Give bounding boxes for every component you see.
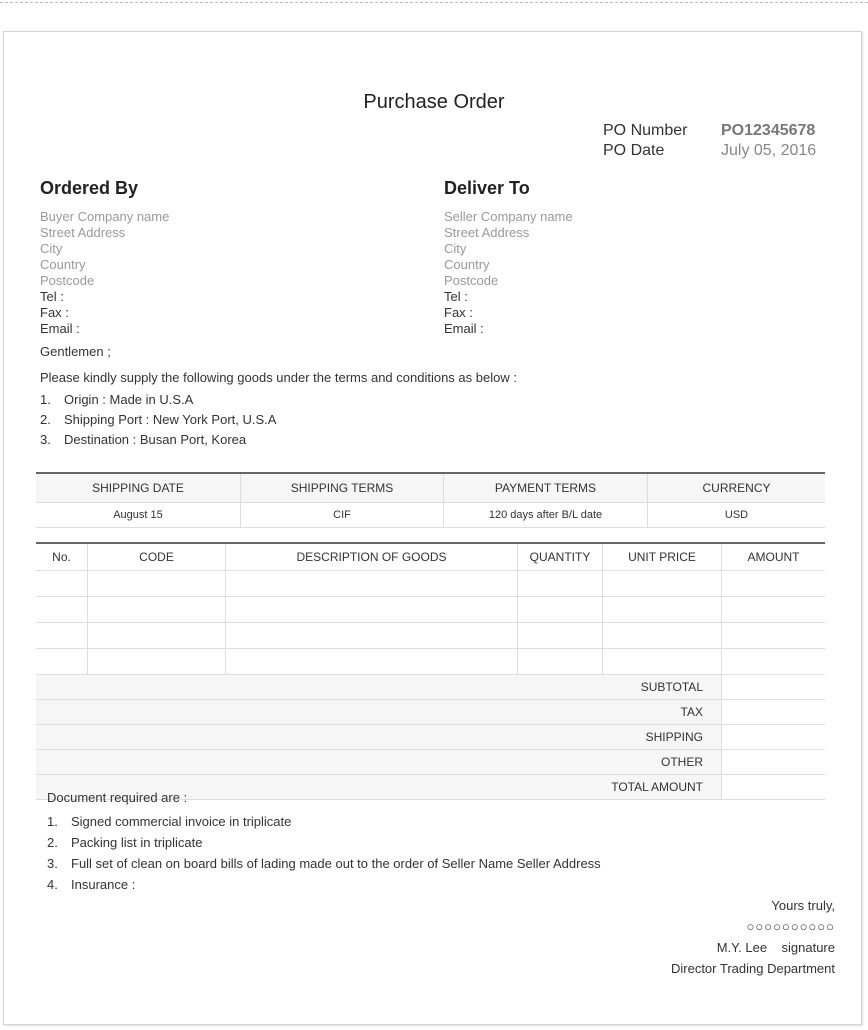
header-payment-terms: PAYMENT TERMS (444, 473, 648, 503)
list-number: 3. (47, 856, 58, 871)
buyer-postcode: Postcode (40, 273, 95, 288)
seller-city: City (444, 241, 467, 256)
header-code: CODE (88, 543, 226, 571)
subtotal-value (722, 675, 826, 700)
conditions-list (40, 390, 276, 450)
deliver-to-heading: Deliver To (444, 178, 530, 198)
table-row (36, 597, 825, 623)
other-row (36, 750, 825, 775)
signature-circles: ○○○○○○○○○○ (746, 919, 835, 934)
seller-postcode: Postcode (444, 273, 499, 288)
shipping-date-value: August 15 (36, 503, 241, 528)
list-number: 2. (40, 412, 51, 427)
buyer-city: City (40, 241, 63, 256)
list-text: Signed commercial invoice in triplicate (71, 814, 292, 829)
list-item (47, 853, 601, 874)
buyer-street: Street Address (40, 225, 126, 240)
header-no: No. (36, 543, 88, 571)
header-description: DESCRIPTION OF GOODS (226, 543, 518, 571)
greeting: Gentlemen ; (40, 344, 111, 359)
header-shipping-date: SHIPPING DATE (36, 473, 241, 503)
ordered-by-heading: Ordered By (40, 178, 139, 198)
documents-heading: Document required are : (47, 790, 188, 805)
ordered-by-block (40, 209, 169, 337)
header-quantity: QUANTITY (518, 543, 603, 571)
seller-fax: Fax : (444, 305, 473, 320)
total-amount-label: TOTAL AMOUNT (36, 775, 722, 800)
list-item (40, 410, 276, 430)
header-amount: AMOUNT (722, 543, 826, 571)
documents-list (47, 811, 601, 895)
seller-email: Email : (444, 321, 484, 336)
header-shipping-terms: SHIPPING TERMS (241, 473, 444, 503)
list-item (47, 874, 601, 895)
list-item (40, 390, 276, 410)
list-text: Packing list in triplicate (71, 835, 203, 850)
table-row (36, 623, 825, 649)
signature-block (500, 895, 835, 979)
buyer-company: Buyer Company name (40, 209, 170, 224)
list-item (47, 811, 601, 832)
list-number: 1. (47, 814, 58, 829)
tax-label: TAX (36, 700, 722, 725)
shipping-value (722, 725, 826, 750)
table-row (36, 503, 825, 528)
list-text: Shipping Port : New York Port, U.S.A (64, 412, 277, 427)
deliver-to-block (444, 209, 573, 337)
other-label: OTHER (36, 750, 722, 775)
buyer-fax: Fax : (40, 305, 69, 320)
table-header-row (36, 473, 825, 503)
list-text: Destination : Busan Port, Korea (64, 432, 247, 447)
payment-terms-value: 120 days after B/L date (444, 503, 648, 528)
po-number-label: PO Number (603, 122, 688, 139)
seller-street: Street Address (444, 225, 530, 240)
seller-country: Country (444, 257, 490, 272)
goods-table (36, 542, 825, 800)
header-unit-price: UNIT PRICE (603, 543, 722, 571)
list-item (40, 430, 276, 450)
list-number: 4. (47, 877, 58, 892)
buyer-tel: Tel : (40, 289, 64, 304)
page-top-divider (0, 2, 868, 3)
tax-row (36, 700, 825, 725)
list-number: 3. (40, 432, 51, 447)
closing: Yours truly, (771, 898, 835, 913)
intro-text: Please kindly supply the following goods under the terms and conditions as below : (40, 370, 517, 385)
buyer-email: Email : (40, 321, 80, 336)
shipping-row (36, 725, 825, 750)
list-text: Insurance : (71, 877, 136, 892)
other-value (722, 750, 826, 775)
currency-value: USD (648, 503, 826, 528)
list-text: Full set of clean on board bills of lading made out to the order of Seller Name Seller Address (71, 856, 601, 871)
table-row (36, 571, 825, 597)
subtotal-row (36, 675, 825, 700)
total-amount-value (722, 775, 826, 800)
list-number: 1. (40, 392, 51, 407)
signer-department: Director Trading Department (670, 961, 835, 976)
list-text: Origin : Made in U.S.A (64, 392, 194, 407)
po-date-label: PO Date (603, 142, 665, 159)
table-header-row (36, 543, 825, 571)
list-number: 2. (47, 835, 58, 850)
seller-company: Seller Company name (444, 209, 573, 224)
po-number-value: PO12345678 (721, 122, 816, 139)
subtotal-label: SUBTOTAL (36, 675, 722, 700)
document-title: Purchase Order (363, 91, 505, 113)
header-currency: CURRENCY (648, 473, 826, 503)
tax-value (722, 700, 826, 725)
seller-tel: Tel : (444, 289, 468, 304)
table-row (36, 649, 825, 675)
list-item (47, 832, 601, 853)
signer-name: M.Y. Lee signature (716, 940, 835, 955)
buyer-country: Country (40, 257, 86, 272)
po-date-value: July 05, 2016 (721, 142, 817, 159)
shipping-label: SHIPPING (36, 725, 722, 750)
shipping-table (36, 472, 825, 528)
shipping-terms-value: CIF (241, 503, 444, 528)
